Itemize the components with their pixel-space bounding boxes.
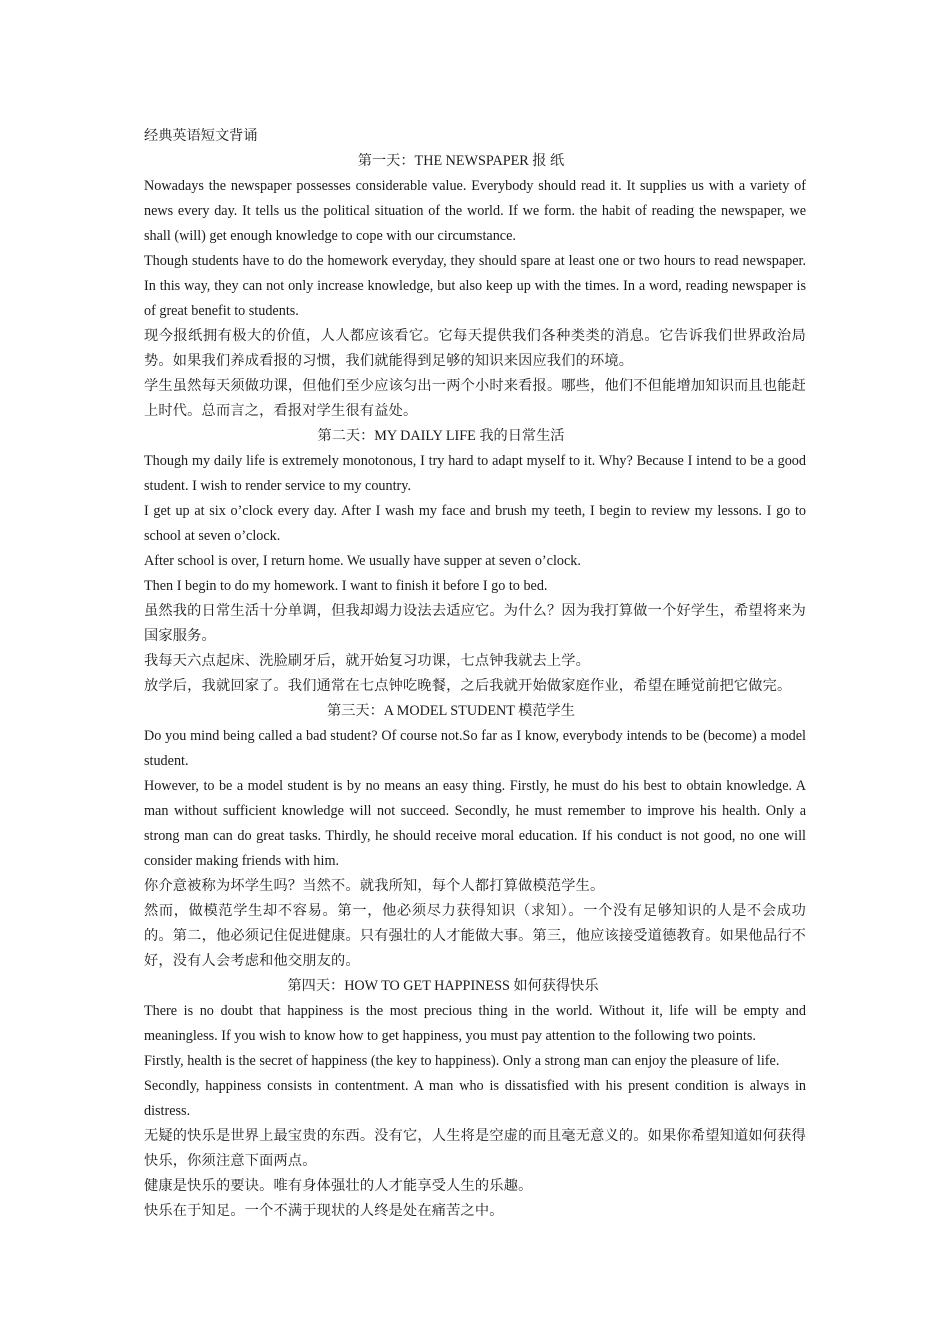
paragraph-english: Firstly, health is the secret of happiness (the key to happiness). Only a strong man can enjoy the pleasure of life. [144, 1053, 780, 1069]
section-heading: 第二天：MY DAILY LIFE 我的日常生活 [317, 428, 565, 444]
document-page [144, 124, 806, 1224]
paragraph-english: Do you mind being called a bad student? Of course not.So far as I know, everybody intends to be (become) a model student. [144, 728, 806, 769]
paragraph-english: Though students have to do the homework everyday, they should spare at least one or two hours to read newspaper. In this way, they can not only increase knowledge, but also keep up with the times. In a word, reading newspaper is of great benefit to students. [144, 253, 806, 319]
paragraph-english: Nowadays the newspaper possesses considerable value. Everybody should read it. It supplies us with a variety of news every day. It tells us the political situation of the world. If we form. the habit of reading the newspaper, we shall (will) get enough knowledge to cope with our circumstance. [144, 178, 806, 244]
paragraph-chinese: 快乐在于知足。一个不满于现状的人终是处在痛苦之中。 [144, 1203, 504, 1219]
paragraph-english: There is no doubt that happiness is the most precious thing in the world. Without it, life will be empty and meaningless. If you wish to know how to get happiness, you must pay attention to the following two points. [144, 1003, 806, 1044]
section-day-three [144, 699, 806, 974]
section-heading: 第一天：THE NEWSPAPER 报 纸 [357, 153, 565, 169]
paragraph-english: After school is over, I return home. We usually have supper at seven o’clock. [144, 553, 581, 569]
paragraph-chinese: 学生虽然每天须做功课，但他们至少应该匀出一两个小时来看报。哪些，他们不但能增加知识而且也能赶上时代。总而言之，看报对学生很有益处。 [144, 378, 806, 419]
paragraph-chinese: 你介意被称为坏学生吗？当然不。就我所知，每个人都打算做模范学生。 [144, 878, 605, 894]
paragraph-chinese: 虽然我的日常生活十分单调，但我却竭力设法去适应它。为什么？因为我打算做一个好学生，希望将来为国家服务。 [144, 603, 806, 644]
paragraph-english: Then I begin to do my homework. I want to finish it before I go to bed. [144, 578, 548, 594]
paragraph-chinese: 无疑的快乐是世界上最宝贵的东西。没有它，人生将是空虚的而且毫无意义的。如果你希望知道如何获得快乐，你须注意下面两点。 [144, 1128, 806, 1169]
paragraph-english: Secondly, happiness consists in contentment. A man who is dissatisfied with his present condition is always in distress. [144, 1078, 806, 1119]
paragraph-english: I get up at six o’clock every day. After I wash my face and brush my teeth, I begin to review my lessons. I go to school at seven o’clock. [144, 503, 806, 544]
paragraph-chinese: 健康是快乐的要诀。唯有身体强壮的人才能享受人生的乐趣。 [144, 1178, 533, 1194]
document-title: 经典英语短文背诵 [144, 128, 258, 144]
paragraph-chinese: 我每天六点起床、洗脸刷牙后，就开始复习功课，七点钟我就去上学。 [144, 653, 591, 669]
section-day-four [144, 974, 806, 1224]
paragraph-chinese: 放学后，我就回家了。我们通常在七点钟吃晚餐，之后我就开始做家庭作业，希望在睡觉前把它做完。 [144, 678, 792, 694]
paragraph-chinese: 然而，做模范学生却不容易。第一，他必须尽力获得知识（求知）。一个没有足够知识的人是不会成功的。第二，他必须记住促进健康。只有强壮的人才能做大事。第三，他应该接受道德教育。如果他品行不好，没有人会考虑和他交朋友的。 [144, 903, 806, 969]
section-heading: 第三天：A MODEL STUDENT 模范学生 [327, 703, 575, 719]
paragraph-chinese: 现今报纸拥有极大的价值，人人都应该看它。它每天提供我们各种类类的消息。它告诉我们世界政治局势。如果我们养成看报的习惯，我们就能得到足够的知识来因应我们的环境。 [144, 328, 806, 369]
section-day-one [144, 149, 806, 424]
section-heading: 第四天：HOW TO GET HAPPINESS 如何获得快乐 [287, 978, 599, 994]
section-day-two [144, 424, 806, 699]
paragraph-english: Though my daily life is extremely monotonous, I try hard to adapt myself to it. Why? Because I intend to be a good student. I wish to render service to my country. [144, 453, 806, 494]
paragraph-english: However, to be a model student is by no means an easy thing. Firstly, he must do his best to obtain knowledge. A man without sufficient knowledge will not succeed. Secondly, he must remember to improve his health. Only a strong man can do great tasks. Thirdly, he should receive moral education. If his conduct is not good, no one will consider making friends with him. [144, 778, 806, 869]
